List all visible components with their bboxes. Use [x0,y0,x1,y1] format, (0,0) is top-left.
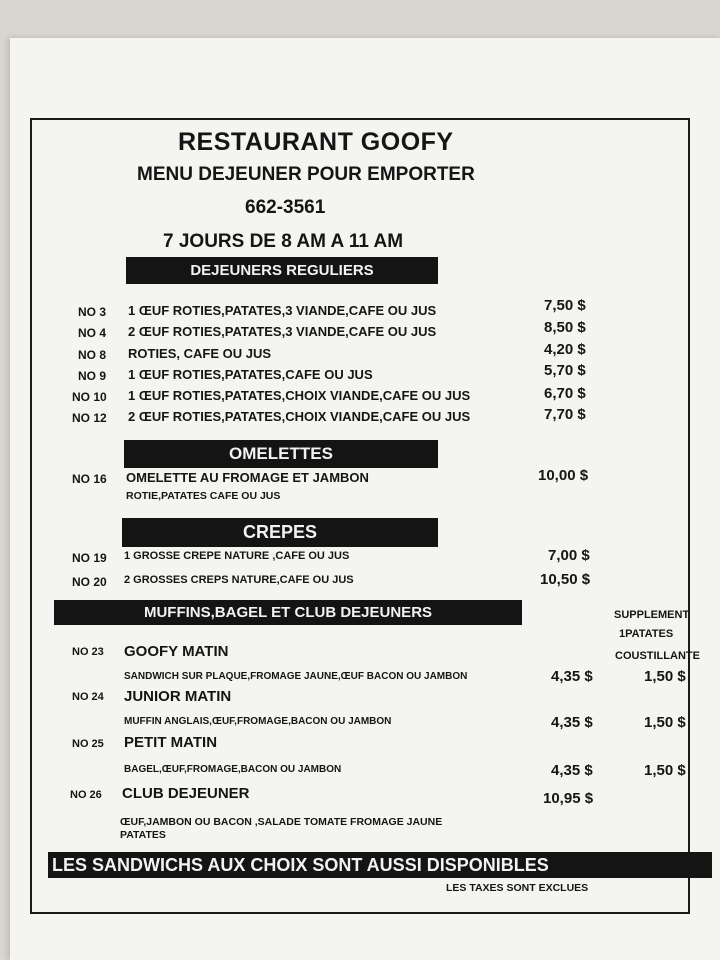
item-description: OMELETTE AU FROMAGE ET JAMBON [126,470,369,485]
item-description: 1 ŒUF ROTIES,PATATES,CAFE OU JUS [128,367,373,382]
section-omelettes-title: OMELETTES [124,440,438,468]
item-price: 10,00 $ [538,467,589,484]
item-price: 4,35 $ [551,762,593,779]
supplement-price: 1,50 $ [644,762,686,779]
item-number: NO 3 [78,305,107,319]
item-description: 1 GROSSE CREPE NATURE ,CAFE OU JUS [124,550,350,562]
item-price: 4,20 $ [544,341,586,358]
section-regular-title: DEJEUNERS REGULIERS [126,257,438,284]
supplement-price: 1,50 $ [644,668,686,685]
item-name: JUNIOR MATIN [124,688,232,705]
supplement-label: SUPPLEMENT [614,609,690,621]
phone-number: 662-3561 [245,197,326,218]
item-name: CLUB DEJEUNER [122,785,250,802]
item-number: NO 24 [72,691,104,703]
item-description: 1 ŒUF ROTIES,PATATES,CHOIX VIANDE,CAFE OU JUS [128,388,471,403]
item-name: PETIT MATIN [124,734,218,751]
item-description: SANDWICH SUR PLAQUE,FROMAGE JAUNE,ŒUF BACON OU JAMBON [124,671,468,682]
item-price: 7,00 $ [548,547,590,564]
item-price: 5,70 $ [544,362,586,379]
item-number: NO 12 [72,411,107,425]
footer-banner: LES SANDWICHS AUX CHOIX SONT AUSSI DISPONIBLES [48,852,712,878]
menu-subtitle: MENU DEJEUNER POUR EMPORTER [137,164,475,185]
item-price: 10,95 $ [543,790,594,807]
item-name: GOOFY MATIN [124,643,229,660]
item-description: ROTIES, CAFE OU JUS [128,346,272,361]
supplement-label: 1PATATES [619,628,674,640]
item-price: 10,50 $ [540,571,591,588]
item-price: 7,50 $ [544,297,586,314]
item-description: ŒUF,JAMBON OU BACON ,SALADE TOMATE FROMAGE JAUNE [120,816,443,828]
item-number: NO 10 [72,390,107,404]
item-number: NO 9 [78,369,107,383]
item-price: 4,35 $ [551,714,593,731]
item-number: NO 26 [70,789,102,801]
supplement-price: 1,50 $ [644,714,686,731]
item-description: BAGEL,ŒUF,FROMAGE,BACON OU JAMBON [124,764,342,775]
item-number: NO 8 [78,348,107,362]
supplement-label: COUSTILLANTE [615,650,700,662]
item-price: 6,70 $ [544,385,586,402]
item-number: NO 16 [72,472,107,486]
item-price: 8,50 $ [544,319,586,336]
item-number: NO 4 [78,326,107,340]
item-description: 2 ŒUF ROTIES,PATATES,CHOIX VIANDE,CAFE OU JUS [128,409,471,424]
item-number: NO 20 [72,575,107,589]
taxes-note: LES TAXES SONT EXCLUES [446,882,589,894]
item-number: NO 23 [72,646,104,658]
item-detail: ROTIE,PATATES CAFE OU JUS [126,490,281,502]
item-price: 7,70 $ [544,406,586,423]
item-description: MUFFIN ANGLAIS,ŒUF,FROMAGE,BACON OU JAMBON [124,716,392,727]
item-description: 1 ŒUF ROTIES,PATATES,3 VIANDE,CAFE OU JUS [128,303,437,318]
item-description: 2 ŒUF ROTIES,PATATES,3 VIANDE,CAFE OU JUS [128,324,437,339]
item-description: 2 GROSSES CREPS NATURE,CAFE OU JUS [124,574,354,586]
section-crepes-title: CREPES [122,518,438,547]
item-number: NO 19 [72,551,107,565]
item-description-line2: PATATES [120,829,166,841]
item-price: 4,35 $ [551,668,593,685]
item-number: NO 25 [72,738,104,750]
opening-hours: 7 JOURS DE 8 AM A 11 AM [163,231,404,252]
section-muffins-title: MUFFINS,BAGEL ET CLUB DEJEUNERS [54,600,522,625]
restaurant-name: RESTAURANT GOOFY [178,128,454,156]
